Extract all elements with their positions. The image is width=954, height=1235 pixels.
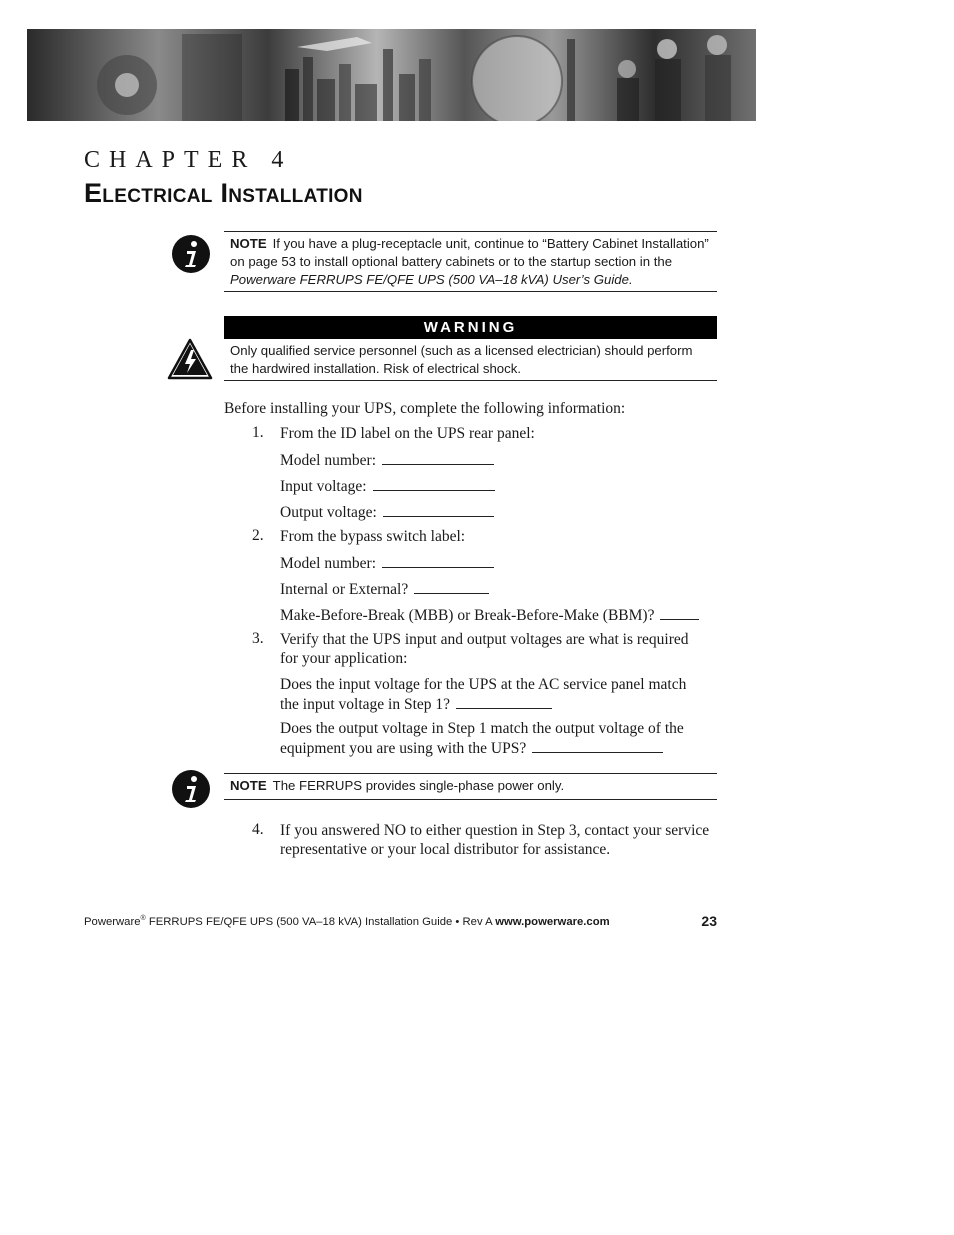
step-text: From the ID label on the UPS rear panel: — [280, 425, 535, 442]
info-icon — [170, 233, 212, 275]
step-text: Verify that the UPS input and output voltages are what is required for your application: — [280, 631, 689, 667]
field-label: Model number: — [280, 452, 376, 469]
step-number: 1. — [252, 424, 264, 441]
note-lead: NOTE — [230, 236, 267, 251]
step-text: From the bypass switch label: — [280, 528, 466, 545]
warning-text: Only qualified service personnel (such as a licensed electrician) should perform the hardwired installation. Risk of electrical shock. — [224, 339, 717, 381]
question — [280, 675, 700, 714]
electrical-hazard-icon — [167, 338, 213, 380]
footer-brand: Powerware — [84, 915, 141, 928]
registered-mark: ® — [140, 915, 146, 922]
note-italic-ref: Powerware FERRUPS FE/QFE UPS (500 VA–18 kVA) User’s Guide. — [230, 272, 633, 287]
chapter-title: Electrical Installation — [84, 178, 363, 208]
fill-in-blank[interactable] — [660, 605, 699, 620]
question-text: Does the output voltage in Step 1 match the output voltage of the equipment you are using with the UPS? — [280, 720, 684, 757]
step-number: 3. — [252, 630, 264, 647]
page-number: 23 — [701, 913, 717, 929]
note-box — [224, 231, 717, 292]
fill-in-blank[interactable] — [414, 579, 489, 594]
form-field — [280, 553, 494, 573]
fill-in-blank[interactable] — [382, 450, 494, 465]
question-text: Does the input voltage for the UPS at the AC service panel match the input voltage in Step 1? — [280, 676, 687, 713]
note-text: The FERRUPS provides single-phase power only. — [272, 778, 565, 793]
field-label: Input voltage: — [280, 478, 367, 495]
step-number: 2. — [252, 527, 264, 544]
info-icon — [170, 768, 212, 810]
form-field — [280, 476, 495, 496]
fill-in-blank[interactable] — [382, 553, 494, 568]
note-box — [224, 773, 717, 800]
fill-in-blank[interactable] — [456, 694, 552, 709]
form-field — [280, 579, 489, 599]
step-number: 4. — [252, 821, 264, 838]
form-field — [280, 502, 494, 522]
note-lead: NOTE — [230, 778, 267, 793]
fill-in-blank[interactable] — [383, 502, 494, 517]
page-footer — [84, 915, 717, 928]
footer-url[interactable]: www.powerware.com — [495, 915, 610, 928]
field-label: Output voltage: — [280, 504, 377, 521]
field-label: Model number: — [280, 555, 376, 572]
fill-in-blank[interactable] — [532, 738, 663, 753]
step-text: If you answered NO to either question in Step 3, contact your service representative or your local distributor for assistance. — [280, 822, 710, 858]
warning-heading: WARNING — [224, 316, 717, 339]
form-field — [280, 450, 494, 470]
note-text: If you have a plug-receptacle unit, continue to “Battery Cabinet Installation” on page 53 to install optional battery cabinets or to the startup section in the — [230, 236, 709, 269]
field-label: Internal or External? — [280, 581, 409, 598]
field-label: Make-Before-Break (MBB) or Break-Before-Make (BBM)? — [280, 607, 655, 624]
intro-text: Before installing your UPS, complete the following information: — [224, 400, 626, 417]
header-banner-image — [27, 29, 756, 121]
form-field — [280, 605, 699, 625]
fill-in-blank[interactable] — [373, 476, 495, 491]
chapter-label: CHAPTER 4 — [84, 147, 293, 173]
footer-doc-info: FERRUPS FE/QFE UPS (500 VA–18 kVA) Installation Guide • Rev A — [145, 915, 496, 928]
question — [280, 719, 710, 758]
